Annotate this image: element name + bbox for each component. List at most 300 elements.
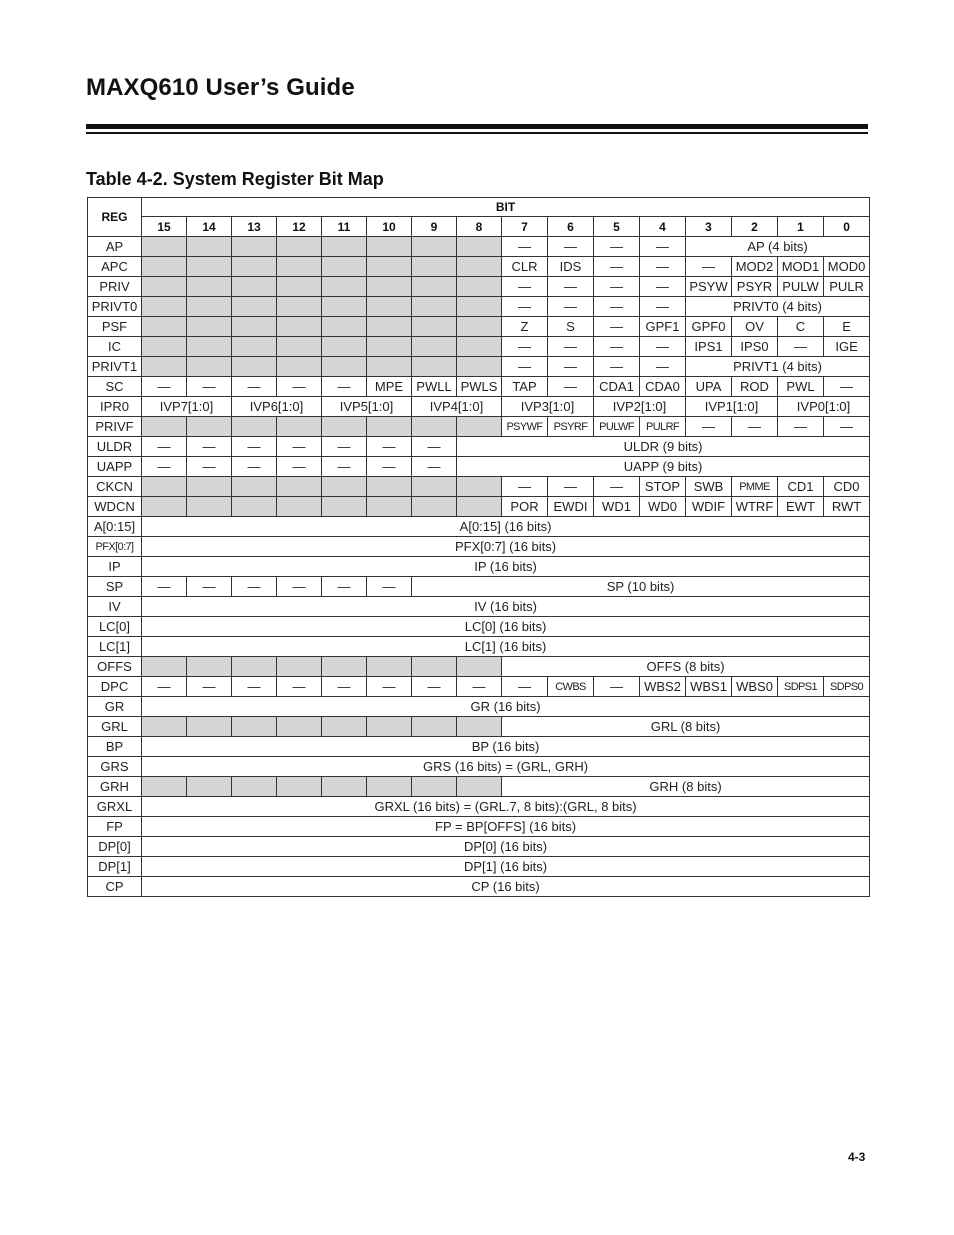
unused-bit-cell: [277, 657, 322, 677]
bit-cell: —: [686, 257, 732, 277]
unused-bit-cell: [187, 337, 232, 357]
table-body: [88, 237, 870, 897]
unused-bit-cell: [232, 277, 277, 297]
bit-cell: IPS1: [686, 337, 732, 357]
unused-bit-cell: [142, 357, 187, 377]
bit-cell: MOD2: [732, 257, 778, 277]
unused-bit-cell: [412, 257, 457, 277]
unused-bit-cell: [232, 417, 277, 437]
bit-cell: SDPS1: [778, 677, 824, 697]
bit-cell: —: [322, 377, 367, 397]
bit-cell: IDS: [548, 257, 594, 277]
bit-cell: —: [640, 337, 686, 357]
register-name-cell: LC[0]: [88, 617, 142, 637]
bit-cell: —: [640, 357, 686, 377]
bit-cell: —: [232, 677, 277, 697]
register-name-cell: PRIV: [88, 277, 142, 297]
bit-cell: —: [142, 677, 187, 697]
bit-cell: —: [277, 437, 322, 457]
bit-field-cell: ULDR (9 bits): [457, 437, 870, 457]
bit-cell: —: [548, 277, 594, 297]
unused-bit-cell: [187, 497, 232, 517]
table-row: [88, 697, 870, 717]
bit-cell: —: [277, 677, 322, 697]
bit-cell: —: [187, 677, 232, 697]
bit-cell: —: [367, 437, 412, 457]
unused-bit-cell: [457, 317, 502, 337]
table-row: [88, 257, 870, 277]
bit-cell: MPE: [367, 377, 412, 397]
unused-bit-cell: [457, 497, 502, 517]
unused-bit-cell: [457, 477, 502, 497]
table-row: [88, 297, 870, 317]
bit-cell: —: [412, 457, 457, 477]
unused-bit-cell: [367, 337, 412, 357]
bit-cell: PWLL: [412, 377, 457, 397]
bit-cell: —: [594, 317, 640, 337]
bit-cell: —: [457, 677, 502, 697]
unused-bit-cell: [277, 497, 322, 517]
bit-field-cell: DP[0] (16 bits): [142, 837, 870, 857]
bit-cell: —: [232, 577, 277, 597]
bit-field-cell: GRS (16 bits) = (GRL, GRH): [142, 757, 870, 777]
bit-field-cell: IVP6[1:0]: [232, 397, 322, 417]
unused-bit-cell: [142, 297, 187, 317]
unused-bit-cell: [457, 297, 502, 317]
bit-cell: —: [502, 357, 548, 377]
bit-number-header: 13: [232, 217, 277, 237]
bit-number-header: 0: [824, 217, 870, 237]
unused-bit-cell: [367, 277, 412, 297]
register-name-cell: GR: [88, 697, 142, 717]
register-name-cell: WDCN: [88, 497, 142, 517]
table-row: [88, 457, 870, 477]
unused-bit-cell: [232, 777, 277, 797]
bit-cell: —: [322, 577, 367, 597]
unused-bit-cell: [142, 237, 187, 257]
register-name-cell: DP[0]: [88, 837, 142, 857]
bit-cell: PULRF: [640, 417, 686, 437]
unused-bit-cell: [277, 777, 322, 797]
bit-field-cell: CP (16 bits): [142, 877, 870, 897]
unused-bit-cell: [367, 297, 412, 317]
register-name-cell: CKCN: [88, 477, 142, 497]
bit-number-header: 8: [457, 217, 502, 237]
bit-cell: WTRF: [732, 497, 778, 517]
table-row: [88, 737, 870, 757]
table-row: [88, 337, 870, 357]
unused-bit-cell: [412, 337, 457, 357]
bit-cell: —: [187, 577, 232, 597]
bit-cell: —: [640, 257, 686, 277]
unused-bit-cell: [322, 237, 367, 257]
unused-bit-cell: [412, 497, 457, 517]
register-name-cell: AP: [88, 237, 142, 257]
bit-field-cell: LC[0] (16 bits): [142, 617, 870, 637]
register-name-cell: DP[1]: [88, 857, 142, 877]
bit-cell: —: [322, 457, 367, 477]
bit-cell: —: [232, 377, 277, 397]
bit-field-cell: OFFS (8 bits): [502, 657, 870, 677]
table-row: [88, 717, 870, 737]
table-row: [88, 677, 870, 697]
unused-bit-cell: [277, 417, 322, 437]
unused-bit-cell: [142, 777, 187, 797]
unused-bit-cell: [322, 257, 367, 277]
unused-bit-cell: [187, 277, 232, 297]
unused-bit-cell: [412, 717, 457, 737]
table-header-row: [88, 198, 870, 217]
register-name-cell: IPR0: [88, 397, 142, 417]
register-name-cell: SC: [88, 377, 142, 397]
bit-cell: PWL: [778, 377, 824, 397]
unused-bit-cell: [322, 297, 367, 317]
unused-bit-cell: [367, 777, 412, 797]
unused-bit-cell: [187, 317, 232, 337]
bit-cell: OV: [732, 317, 778, 337]
bit-cell: —: [502, 237, 548, 257]
table-caption: Table 4-2. System Register Bit Map: [86, 169, 384, 189]
bit-cell: —: [142, 437, 187, 457]
bit-cell: —: [594, 277, 640, 297]
bit-cell: —: [142, 377, 187, 397]
unused-bit-cell: [322, 477, 367, 497]
bit-cell: MOD0: [824, 257, 870, 277]
table-row: [88, 497, 870, 517]
unused-bit-cell: [142, 657, 187, 677]
register-name-cell: GRH: [88, 777, 142, 797]
unused-bit-cell: [322, 657, 367, 677]
unused-bit-cell: [142, 277, 187, 297]
unused-bit-cell: [367, 717, 412, 737]
bit-cell: WD0: [640, 497, 686, 517]
register-name-cell: DPC: [88, 677, 142, 697]
table-row: [88, 437, 870, 457]
unused-bit-cell: [367, 417, 412, 437]
unused-bit-cell: [142, 717, 187, 737]
bit-cell: —: [640, 237, 686, 257]
unused-bit-cell: [457, 417, 502, 437]
table-row: [88, 377, 870, 397]
table-row: [88, 817, 870, 837]
unused-bit-cell: [412, 477, 457, 497]
bit-cell: —: [548, 377, 594, 397]
bit-cell: —: [187, 377, 232, 397]
table-row: [88, 577, 870, 597]
bit-cell: GPF0: [686, 317, 732, 337]
table-row: [88, 237, 870, 257]
bit-cell: EWT: [778, 497, 824, 517]
unused-bit-cell: [457, 777, 502, 797]
table-row: [88, 797, 870, 817]
bit-field-cell: AP (4 bits): [686, 237, 870, 257]
unused-bit-cell: [412, 357, 457, 377]
table-row: [88, 637, 870, 657]
table-row: [88, 557, 870, 577]
unused-bit-cell: [232, 357, 277, 377]
unused-bit-cell: [322, 337, 367, 357]
unused-bit-cell: [277, 477, 322, 497]
unused-bit-cell: [232, 497, 277, 517]
unused-bit-cell: [277, 257, 322, 277]
register-name-cell: UAPP: [88, 457, 142, 477]
bit-field-cell: IV (16 bits): [142, 597, 870, 617]
bit-cell: —: [548, 297, 594, 317]
unused-bit-cell: [277, 317, 322, 337]
unused-bit-cell: [457, 257, 502, 277]
bit-cell: GPF1: [640, 317, 686, 337]
bit-cell: PULW: [778, 277, 824, 297]
bit-field-cell: IVP4[1:0]: [412, 397, 502, 417]
unused-bit-cell: [412, 317, 457, 337]
bit-cell: MOD1: [778, 257, 824, 277]
bit-cell: —: [412, 677, 457, 697]
system-register-bit-map-table: [87, 197, 870, 897]
header-rule-thin: [86, 132, 868, 134]
unused-bit-cell: [457, 357, 502, 377]
register-name-cell: SP: [88, 577, 142, 597]
bit-cell: SWB: [686, 477, 732, 497]
unused-bit-cell: [187, 657, 232, 677]
unused-bit-cell: [142, 317, 187, 337]
bit-cell: —: [594, 337, 640, 357]
bit-cell: —: [640, 277, 686, 297]
page-number: 4-3: [848, 1150, 866, 1164]
bit-cell: RWT: [824, 497, 870, 517]
bit-cell: —: [187, 437, 232, 457]
bit-number-header: 3: [686, 217, 732, 237]
bit-cell: TAP: [502, 377, 548, 397]
bit-number-header: 11: [322, 217, 367, 237]
unused-bit-cell: [457, 657, 502, 677]
bit-cell: —: [502, 477, 548, 497]
bit-cell: IPS0: [732, 337, 778, 357]
bit-cell: —: [594, 297, 640, 317]
bit-cell: —: [732, 417, 778, 437]
bit-field-cell: A[0:15] (16 bits): [142, 517, 870, 537]
unused-bit-cell: [187, 777, 232, 797]
table-row: [88, 277, 870, 297]
bit-field-cell: IVP7[1:0]: [142, 397, 232, 417]
bit-field-cell: BP (16 bits): [142, 737, 870, 757]
register-name-cell: PRIVT1: [88, 357, 142, 377]
bit-number-header: 5: [594, 217, 640, 237]
reg-column-header: REG: [88, 198, 142, 237]
unused-bit-cell: [367, 237, 412, 257]
bit-field-cell: GRH (8 bits): [502, 777, 870, 797]
bit-cell: E: [824, 317, 870, 337]
register-name-cell: A[0:15]: [88, 517, 142, 537]
register-name-cell: PFX[0:7]: [88, 537, 142, 557]
unused-bit-cell: [322, 497, 367, 517]
bit-number-header: 12: [277, 217, 322, 237]
unused-bit-cell: [457, 277, 502, 297]
bit-number-header: 6: [548, 217, 594, 237]
bit-cell: —: [502, 337, 548, 357]
register-name-cell: PRIVF: [88, 417, 142, 437]
bit-cell: PMME: [732, 477, 778, 497]
bit-cell: CD1: [778, 477, 824, 497]
bit-cell: —: [142, 577, 187, 597]
bit-cell: POR: [502, 497, 548, 517]
unused-bit-cell: [232, 257, 277, 277]
table-row: [88, 517, 870, 537]
bit-cell: —: [367, 677, 412, 697]
register-name-cell: APC: [88, 257, 142, 277]
unused-bit-cell: [232, 477, 277, 497]
unused-bit-cell: [367, 257, 412, 277]
bit-cell: —: [594, 257, 640, 277]
unused-bit-cell: [232, 337, 277, 357]
bit-cell: —: [594, 237, 640, 257]
bit-cell: —: [824, 417, 870, 437]
bit-field-cell: IVP1[1:0]: [686, 397, 778, 417]
register-name-cell: BP: [88, 737, 142, 757]
bit-field-cell: IVP3[1:0]: [502, 397, 594, 417]
table-row: [88, 617, 870, 637]
unused-bit-cell: [457, 237, 502, 257]
register-name-cell: PRIVT0: [88, 297, 142, 317]
unused-bit-cell: [322, 357, 367, 377]
unused-bit-cell: [367, 657, 412, 677]
bit-cell: CLR: [502, 257, 548, 277]
unused-bit-cell: [412, 277, 457, 297]
unused-bit-cell: [187, 417, 232, 437]
bit-number-header: 2: [732, 217, 778, 237]
unused-bit-cell: [142, 477, 187, 497]
bit-cell: —: [277, 457, 322, 477]
bit-cell: UPA: [686, 377, 732, 397]
bit-cell: —: [548, 237, 594, 257]
bit-field-cell: PRIVT0 (4 bits): [686, 297, 870, 317]
bit-field-cell: SP (10 bits): [412, 577, 870, 597]
unused-bit-cell: [142, 337, 187, 357]
unused-bit-cell: [187, 717, 232, 737]
bit-cell: —: [502, 277, 548, 297]
header-rule-thick: [86, 124, 868, 129]
unused-bit-cell: [322, 417, 367, 437]
bit-field-cell: IVP5[1:0]: [322, 397, 412, 417]
bit-cell: —: [548, 337, 594, 357]
bit-cell: IGE: [824, 337, 870, 357]
bit-field-cell: FP = BP[OFFS] (16 bits): [142, 817, 870, 837]
bit-cell: —: [686, 417, 732, 437]
bit-cell: PSYW: [686, 277, 732, 297]
register-name-cell: CP: [88, 877, 142, 897]
unused-bit-cell: [232, 237, 277, 257]
bit-cell: EWDI: [548, 497, 594, 517]
bit-cell: PSYR: [732, 277, 778, 297]
bit-cell: —: [367, 577, 412, 597]
unused-bit-cell: [187, 257, 232, 277]
unused-bit-cell: [367, 357, 412, 377]
unused-bit-cell: [187, 477, 232, 497]
table-row: [88, 317, 870, 337]
unused-bit-cell: [367, 317, 412, 337]
unused-bit-cell: [412, 657, 457, 677]
unused-bit-cell: [187, 237, 232, 257]
bit-number-header: 9: [412, 217, 457, 237]
bit-cell: —: [778, 417, 824, 437]
bit-cell: WBS2: [640, 677, 686, 697]
bit-field-cell: UAPP (9 bits): [457, 457, 870, 477]
unused-bit-cell: [142, 417, 187, 437]
bit-cell: PULWF: [594, 417, 640, 437]
bit-cell: —: [594, 477, 640, 497]
unused-bit-cell: [277, 337, 322, 357]
bit-cell: —: [232, 437, 277, 457]
register-name-cell: FP: [88, 817, 142, 837]
register-name-cell: IP: [88, 557, 142, 577]
bit-field-cell: DP[1] (16 bits): [142, 857, 870, 877]
table-row: [88, 757, 870, 777]
document-title: MAXQ610 User’s Guide: [86, 74, 355, 101]
bit-cell: WD1: [594, 497, 640, 517]
register-name-cell: GRS: [88, 757, 142, 777]
unused-bit-cell: [277, 357, 322, 377]
unused-bit-cell: [277, 237, 322, 257]
bit-cell: —: [277, 577, 322, 597]
table-header: [88, 198, 870, 237]
unused-bit-cell: [412, 777, 457, 797]
table-row: [88, 597, 870, 617]
bit-cell: —: [640, 297, 686, 317]
bit-cell: PULR: [824, 277, 870, 297]
register-name-cell: ULDR: [88, 437, 142, 457]
unused-bit-cell: [322, 777, 367, 797]
bit-cell: —: [548, 357, 594, 377]
register-name-cell: PSF: [88, 317, 142, 337]
table-row: [88, 417, 870, 437]
table-row: [88, 857, 870, 877]
bit-cell: —: [548, 477, 594, 497]
unused-bit-cell: [232, 717, 277, 737]
bit-cell: PSYRF: [548, 417, 594, 437]
unused-bit-cell: [322, 717, 367, 737]
table-row: [88, 877, 870, 897]
table-row: [88, 477, 870, 497]
unused-bit-cell: [412, 297, 457, 317]
bit-cell: CD0: [824, 477, 870, 497]
table-row: [88, 537, 870, 557]
register-name-cell: IC: [88, 337, 142, 357]
bit-cell: —: [142, 457, 187, 477]
unused-bit-cell: [322, 277, 367, 297]
bit-cell: CDA1: [594, 377, 640, 397]
unused-bit-cell: [277, 277, 322, 297]
bit-cell: —: [778, 337, 824, 357]
bit-cell: —: [594, 677, 640, 697]
bit-cell: SDPS0: [824, 677, 870, 697]
unused-bit-cell: [277, 297, 322, 317]
bit-cell: —: [232, 457, 277, 477]
register-name-cell: IV: [88, 597, 142, 617]
bit-cell: WDIF: [686, 497, 732, 517]
bit-number-row: [88, 217, 870, 237]
bit-cell: —: [412, 437, 457, 457]
register-name-cell: GRL: [88, 717, 142, 737]
table-row: [88, 657, 870, 677]
bit-field-cell: PFX[0:7] (16 bits): [142, 537, 870, 557]
bit-cell: —: [322, 437, 367, 457]
bit-field-cell: PRIVT1 (4 bits): [686, 357, 870, 377]
bit-cell: —: [322, 677, 367, 697]
register-name-cell: OFFS: [88, 657, 142, 677]
unused-bit-cell: [457, 337, 502, 357]
table-row: [88, 397, 870, 417]
unused-bit-cell: [457, 717, 502, 737]
bit-field-cell: GR (16 bits): [142, 697, 870, 717]
